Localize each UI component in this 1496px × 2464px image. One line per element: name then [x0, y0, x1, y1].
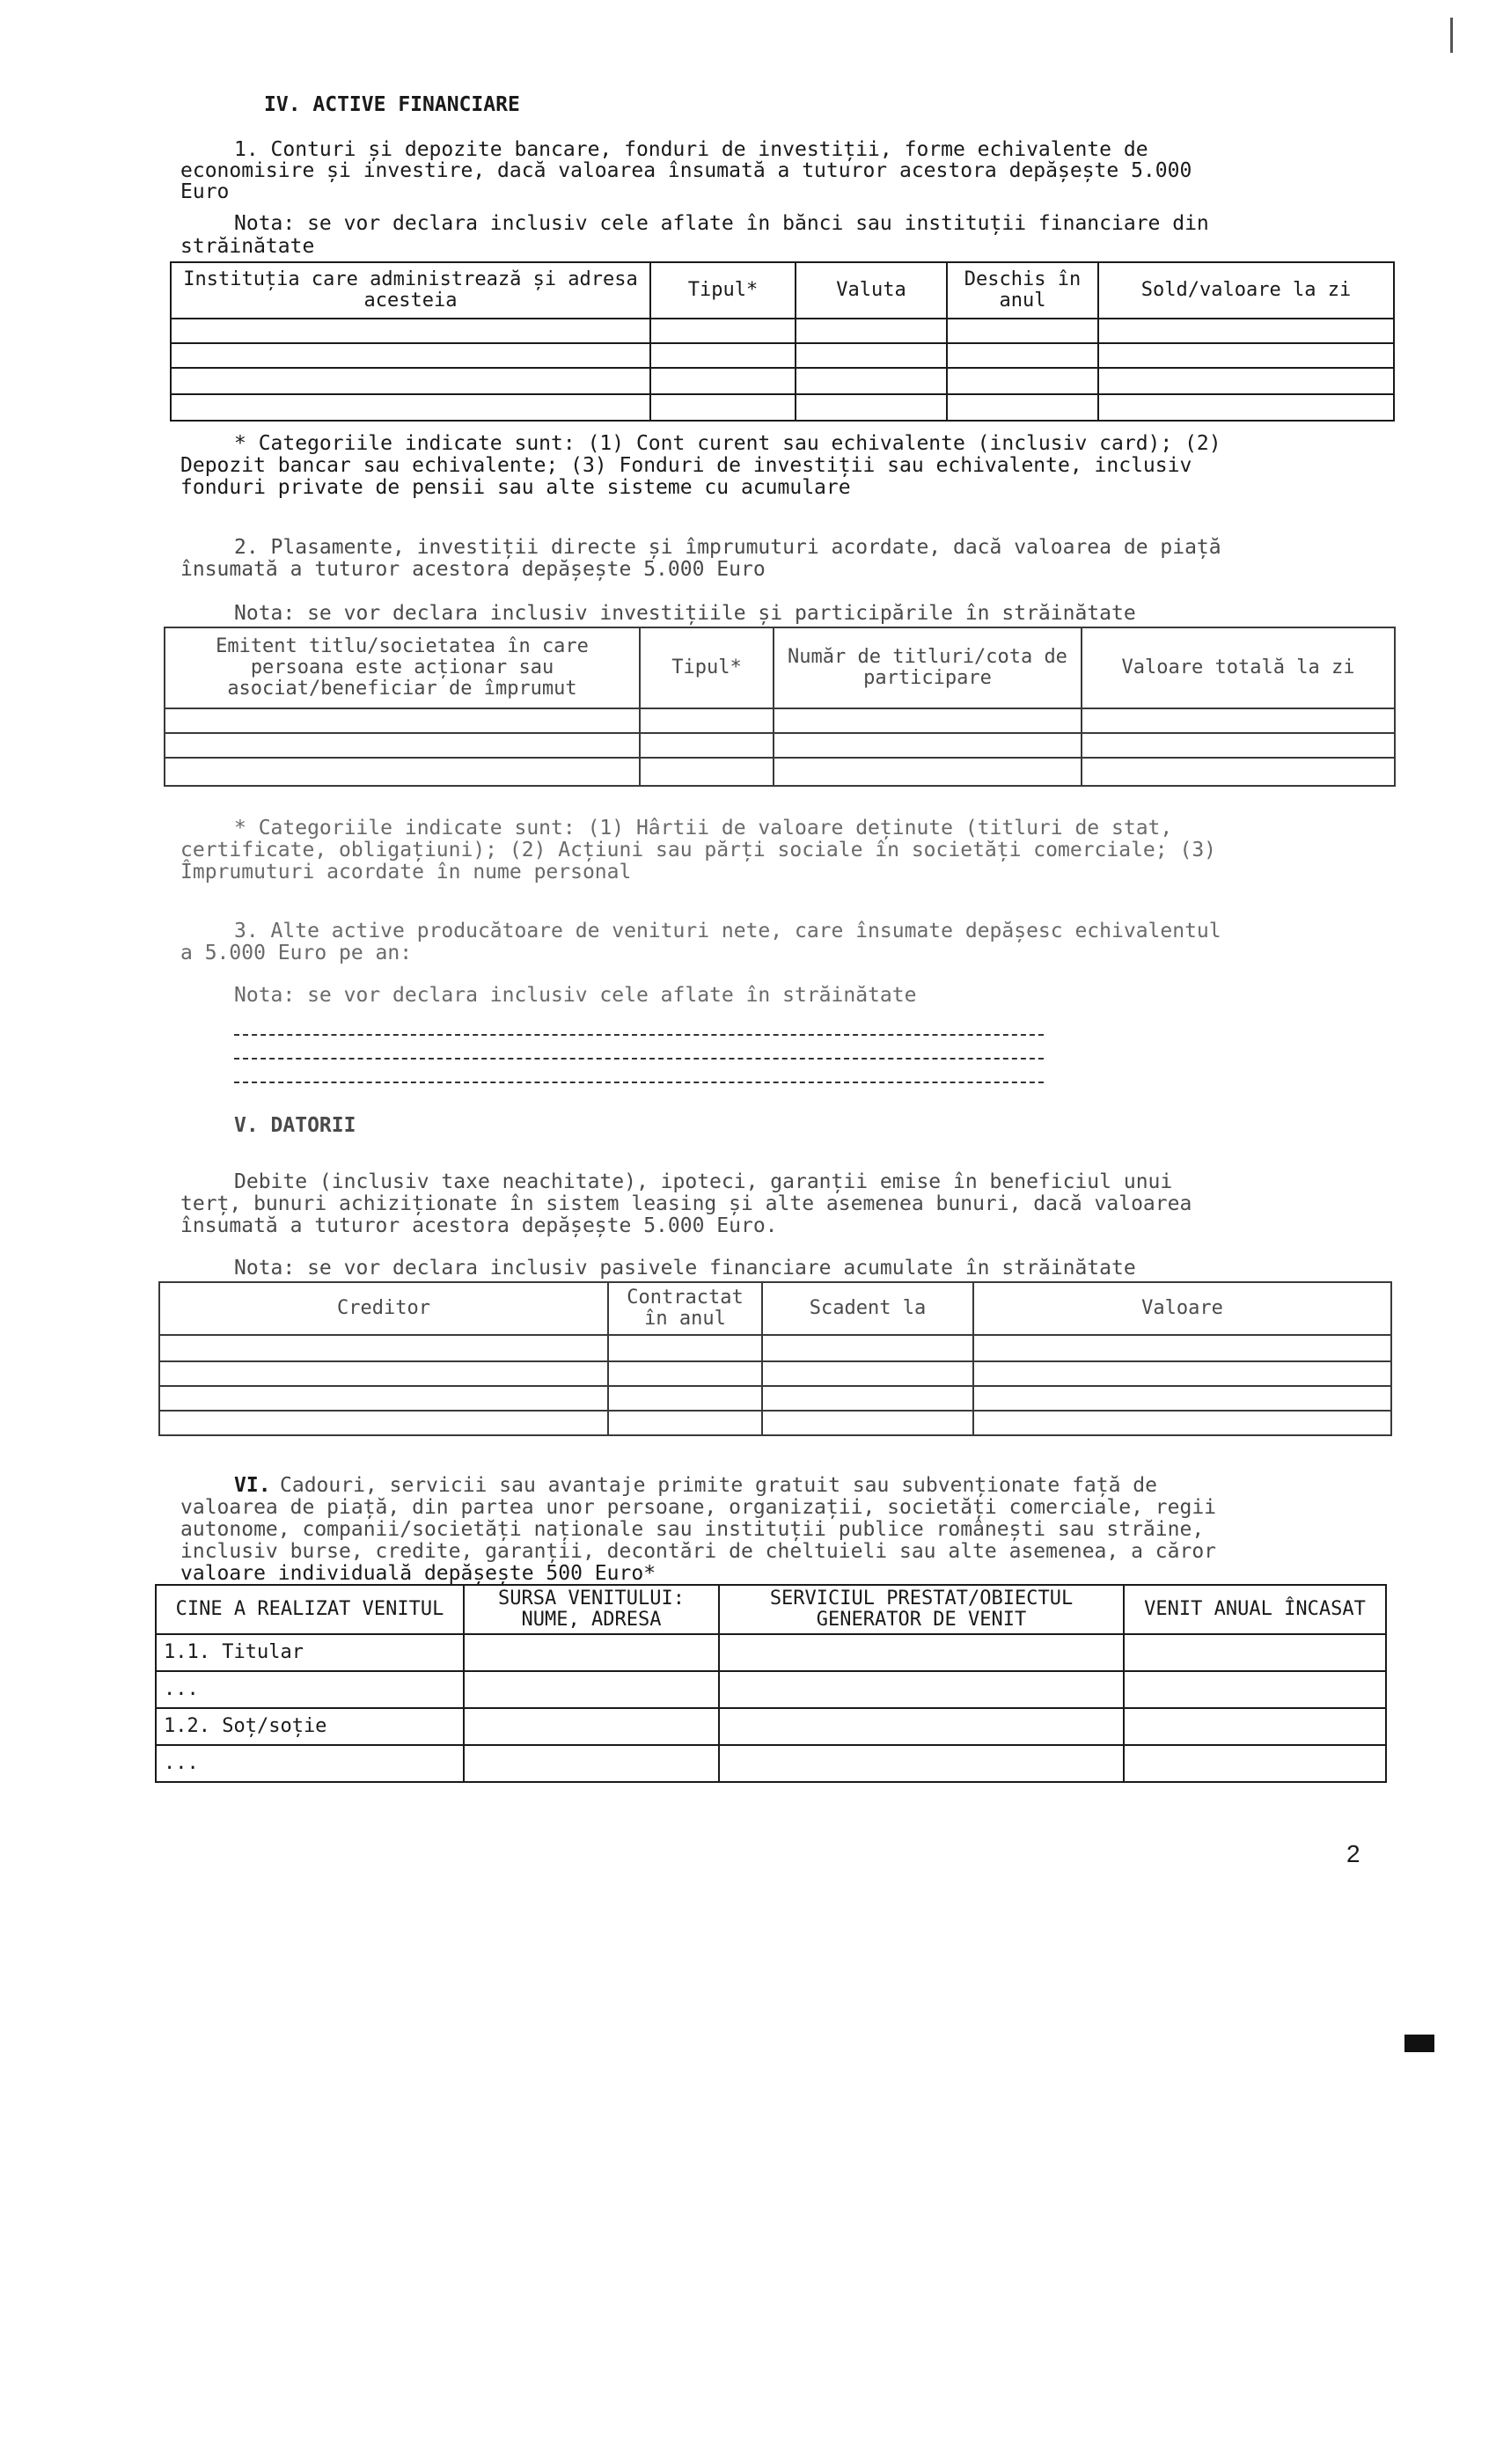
header-due-date: Scadent la	[762, 1282, 973, 1335]
header-creditor: Creditor	[159, 1282, 608, 1335]
item2-note: Nota: se vor declara inclusiv investițiile și participările în străinătate	[234, 602, 1136, 625]
blank-line	[234, 1058, 1044, 1060]
header-issuer: Emitent titlu/societatea în care persoana este acționar sau asociat/beneficiar de împrumut	[165, 627, 640, 708]
table-row	[165, 758, 1395, 786]
blank-line	[234, 1034, 1044, 1036]
section-vi-line-4: inclusiv burse, credite, garanții, decontări de cheltuieli sau alte asemenea, a căror	[180, 1540, 1217, 1563]
section-vi-line-3: autonome, companii/societăți naționale sau instituții publice românești sau străine,	[180, 1518, 1205, 1541]
table-row	[159, 1386, 1391, 1411]
item1-note-line-1: Nota: se vor declara inclusiv cele aflate în bănci sau instituții financiare din	[234, 212, 1209, 235]
row-label: 1.2. Soț/soție	[156, 1708, 464, 1745]
row-label: ...	[156, 1671, 464, 1708]
table-row	[156, 1708, 1386, 1745]
header-opened-year: Deschis în anul	[947, 262, 1098, 319]
header-value: Valoare	[973, 1282, 1391, 1335]
section-vi-line-1: Cadouri, servicii sau avantaje primite gratuit sau subvenționate față de	[280, 1474, 1157, 1497]
item2-footnote-line-1: * Categoriile indicate sunt: (1) Hârtii de valoare deținute (titluri de stat,	[234, 817, 1173, 840]
bank-accounts-table	[170, 261, 1395, 422]
section-vi-title: VI.	[234, 1474, 271, 1497]
row-label: 1.1. Titular	[156, 1634, 464, 1671]
scan-mark	[1450, 18, 1453, 53]
item1-text-line-2: economisire și investire, dacă valoarea însumată a tuturor acestora depășește 5.000	[180, 159, 1192, 182]
section-v-line-1: Debite (inclusiv taxe neachitate), ipoteci, garanții emise în beneficiul unui	[234, 1170, 1173, 1193]
header-total-value: Valoare totală la zi	[1082, 627, 1395, 708]
table-row	[171, 319, 1394, 343]
header-contracted-year: Contractat în anul	[608, 1282, 762, 1335]
header-who-earned: CINE A REALIZAT VENITUL	[156, 1585, 464, 1634]
section-v-line-2: terț, bunuri achiziționate în sistem leasing și alte asemenea bunuri, dacă valoarea	[180, 1192, 1192, 1215]
row-label: ...	[156, 1745, 464, 1782]
table-row	[171, 394, 1394, 421]
table-row	[171, 368, 1394, 394]
table-row	[159, 1361, 1391, 1386]
header-currency: Valuta	[796, 262, 947, 319]
table-row	[156, 1634, 1386, 1671]
header-shares-count: Număr de titluri/cota de participare	[774, 627, 1082, 708]
debts-table	[158, 1281, 1392, 1436]
gifts-income-table	[155, 1584, 1387, 1783]
section-iv-title: IV. ACTIVE FINANCIARE	[264, 93, 520, 116]
section-vi-line-2: valoarea de piață, din partea unor persoane, organizații, societăți comerciale, regii	[180, 1496, 1217, 1519]
item1-note-line-2: străinătate	[180, 235, 315, 258]
item1-footnote-line-3: fonduri private de pensii sau alte sisteme cu acumulare	[180, 476, 851, 499]
section-v-line-3: însumată a tuturor acestora depășește 5.000 Euro.	[180, 1214, 778, 1237]
investments-table	[164, 627, 1396, 787]
header-institution: Instituția care administrează și adresa acesteia	[171, 262, 650, 319]
item3-text-line-2: a 5.000 Euro pe an:	[180, 942, 413, 964]
table-row	[156, 1745, 1386, 1782]
table-row	[159, 1335, 1391, 1361]
item3-note: Nota: se vor declara inclusiv cele aflate în străinătate	[234, 984, 917, 1007]
item2-footnote-line-3: Împrumuturi acordate în nume personal	[180, 861, 632, 884]
item1-footnote-line-2: Depozit bancar sau echivalente; (3) Fonduri de investiții sau echivalente, inclusiv	[180, 454, 1192, 477]
header-type: Tipul*	[650, 262, 796, 319]
item1-text-line-1: 1. Conturi și depozite bancare, fonduri de investiții, forme echivalente de	[234, 138, 1148, 161]
header-service-object: SERVICIUL PRESTAT/OBIECTUL GENERATOR DE VENIT	[719, 1585, 1124, 1634]
table-row	[156, 1671, 1386, 1708]
item1-text-line-3: Euro	[180, 180, 230, 203]
table-row	[165, 708, 1395, 733]
header-balance: Sold/valoare la zi	[1098, 262, 1394, 319]
section-vi-line-5: valoare individuală depășește 500 Euro*	[180, 1562, 656, 1585]
scan-mark	[1404, 2035, 1434, 2052]
item1-footnote-line-1: * Categoriile indicate sunt: (1) Cont curent sau echivalente (inclusiv card); (2)	[234, 432, 1221, 455]
header-type: Tipul*	[640, 627, 774, 708]
table-row	[171, 343, 1394, 368]
table-row	[165, 733, 1395, 758]
table-row	[159, 1411, 1391, 1435]
item2-footnote-line-2: certificate, obligațiuni); (2) Acțiuni sau părți sociale în societăți comerciale; (3)	[180, 839, 1217, 862]
header-income-source: SURSA VENITULUI: NUME, ADRESA	[464, 1585, 719, 1634]
section-v-title: V. DATORII	[234, 1114, 356, 1137]
page-number: 2	[1346, 1840, 1360, 1867]
item2-text-line-1: 2. Plasamente, investiții directe și împrumuturi acordate, dacă valoarea de piață	[234, 536, 1221, 559]
item2-text-line-2: însumată a tuturor acestora depășește 5.000 Euro	[180, 558, 766, 581]
blank-line	[234, 1082, 1044, 1083]
section-v-note: Nota: se vor declara inclusiv pasivele financiare acumulate în străinătate	[234, 1257, 1136, 1280]
item3-text-line-1: 3. Alte active producătoare de venituri nete, care însumate depășesc echivalentul	[234, 920, 1221, 942]
header-annual-income: VENIT ANUAL ÎNCASAT	[1124, 1585, 1386, 1634]
